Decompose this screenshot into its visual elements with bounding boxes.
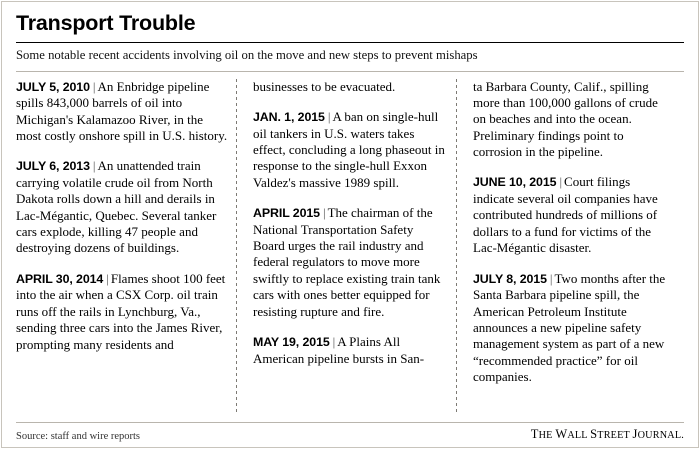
logo-w: W (555, 427, 568, 441)
entry-separator: | (332, 333, 336, 349)
entry-date: APRIL 30, 2014 (16, 271, 104, 286)
entry-separator: | (92, 78, 96, 94)
source-note: Source: staff and wire reports (16, 431, 141, 442)
entry-body: Flames shoot 100 feet into the air when a CSX Corp. oil train runs off the rails in Lynchburg, Va., sending three cars into the James River, prompting many residents and (16, 270, 226, 352)
timeline-column-1 (16, 79, 228, 425)
column-divider (236, 79, 237, 415)
page-title: Transport Trouble (16, 11, 196, 35)
logo-j: J (632, 427, 638, 441)
timeline-entry (16, 158, 228, 257)
timeline-entry (253, 109, 448, 191)
entry-continuation: businesses to be evacuated. (253, 78, 396, 94)
entry-separator: | (327, 108, 331, 124)
title-rule (16, 42, 684, 43)
timeline-column-3 (456, 79, 668, 425)
timeline-entry (16, 79, 228, 145)
logo-s: S (590, 427, 598, 441)
entry-date: JULY 5, 2010 (16, 79, 90, 94)
timeline-column-2 (236, 79, 448, 425)
entry-separator: | (559, 174, 563, 190)
entry-body: Court filings indicate several oil companies have contributed hundreds of millions of dollars to a fund for victims of the Lac-Mégantic disaster. (473, 174, 658, 256)
entry-body: An unattended train carrying volatile crude oil from North Dakota rolls down a hill and derails in Lac-Mégantic, Quebec. Several tanker cars explode, killing 47 people and destroying dozens of buildings. (16, 158, 217, 256)
logo-he: HE (538, 430, 556, 441)
timeline-entry (16, 271, 228, 353)
entry-separator: | (92, 158, 96, 174)
timeline-entry (473, 271, 668, 386)
logo-the: T (530, 427, 539, 441)
timeline-entry (473, 174, 668, 256)
entry-body: A ban on single-hull oil tankers in U.S. waters takes effect, concluding a long phaseout in response to the single-hull Exxon Valdez's massive 1989 spill. (253, 108, 445, 190)
entry-date: JAN. 1, 2015 (253, 109, 325, 124)
timeline-columns (16, 79, 684, 425)
bottom-divider (16, 422, 684, 423)
top-divider (16, 71, 684, 72)
entry-separator: | (106, 270, 109, 286)
entry-continuation: ta Barbara County, Calif., spilling more than 100,000 gallons of crude on beaches and into the ocean. Preliminary findings point to corrosion in the pipeline. (473, 78, 658, 160)
entry-date: JULY 8, 2015 (473, 271, 547, 286)
timeline-entry (253, 334, 448, 367)
subtitle: Some notable recent accidents involving oil on the move and new steps to prevent mishaps (16, 47, 478, 62)
entry-body: A Plains All American pipeline bursts in San- (253, 333, 425, 366)
column-divider (456, 79, 457, 415)
entry-date: JUNE 10, 2015 (473, 175, 557, 190)
logo-all: ALL (567, 430, 591, 441)
footer (16, 427, 684, 442)
entry-body: An Enbridge pipeline spills 843,000 barrels of oil into Michigan's Kalamazoo River, in the most costly onshore spill in U.S. history. (16, 78, 228, 143)
publication-logo (531, 427, 684, 442)
logo-ournal: OURNAL. (637, 430, 684, 441)
entry-separator: | (322, 205, 326, 221)
entry-separator: | (549, 270, 553, 286)
timeline-entry (253, 205, 448, 320)
entry-date: MAY 19, 2015 (253, 334, 330, 349)
logo-treet: TREET (597, 430, 633, 441)
entry-body: Two months after the Santa Barbara pipeline spill, the American Petroleum Institute announces a new pipeline safety management system as part of a new “recommended practice” for oil companies. (473, 270, 666, 385)
entry-body: The chairman of the National Transportation Safety Board urges the rail industry and federal regulators to move more swiftly to replace existing train tank cars with ones better equipped for resisting rupture and fire. (253, 205, 441, 319)
entry-date: APRIL 2015 (253, 206, 320, 221)
entry-date: JULY 6, 2013 (16, 159, 90, 174)
